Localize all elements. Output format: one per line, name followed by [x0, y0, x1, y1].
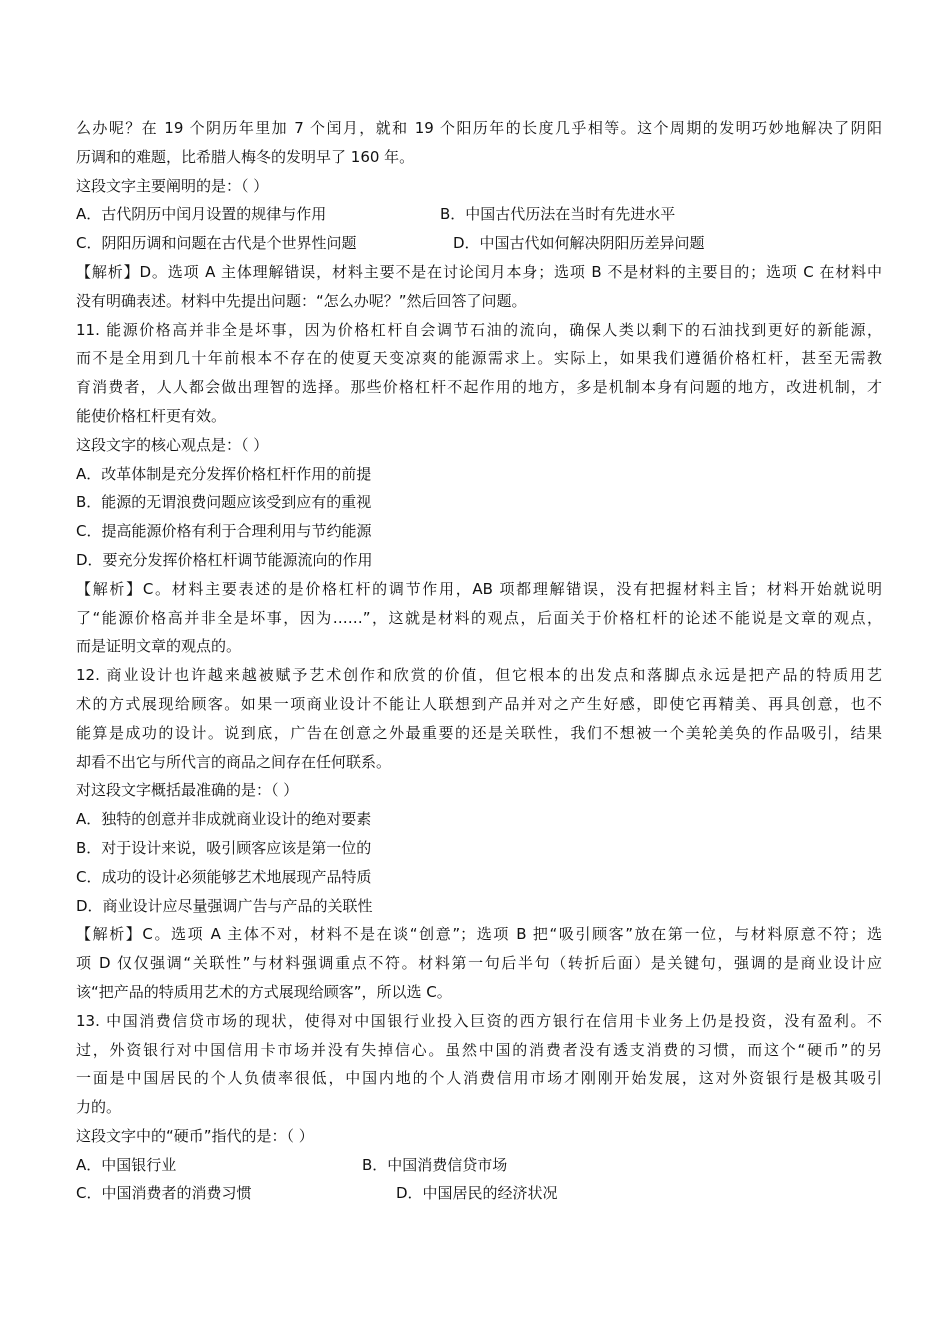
option-c: C．提高能源价格有利于合理利用与节约能源: [76, 522, 372, 541]
question-12: [76, 661, 882, 1007]
option-b: B．中国古代历法在当时有先进水平: [440, 205, 676, 224]
question-stem: 对这段文字概括最准确的是：（ ）: [76, 781, 299, 800]
material-line: 过，外资银行对中国信用卡市场并没有失掉信心。虽然中国的消费者没有透支消费的习惯，而这个“硬币”的另: [76, 1040, 882, 1059]
option-c: C．中国消费者的消费习惯: [76, 1184, 252, 1203]
option-a: A．古代阴历中闰月设置的规律与作用: [76, 205, 327, 224]
option-a: A．改革体制是充分发挥价格杠杆作用的前提: [76, 464, 372, 483]
material-line: 术的方式展现给顾客。如果一项商业设计不能让人联想到产品并对之产生好感，即使它再精美、再具创意，也不: [76, 694, 882, 713]
options-row: [76, 200, 882, 229]
question-stem: 这段文字的核心观点是：（ ）: [76, 435, 269, 454]
material-line: 育消费者，人人都会做出理智的选择。那些价格杠杆不起作用的地方，多是机制本身有问题的地方，改进机制，才: [76, 378, 882, 397]
analysis-line: 了“能源价格高并非全是坏事，因为……”，这就是材料的观点，后面关于价格杠杆的论述不能说是文章的观点，: [76, 608, 882, 627]
material-line: 能算是成功的设计。说到底，广告在创意之外最重要的还是关联性，我们不想被一个美轮美奂的作品吸引，结果: [76, 723, 882, 742]
option-b: B．中国消费信贷市场: [362, 1155, 508, 1174]
question-11: [76, 316, 882, 662]
material-line: 13. 中国消费信贷市场的现状，使得对中国银行业投入巨资的西方银行在信用卡业务上仍是投资，没有盈利。不: [76, 1011, 882, 1030]
options-row: [76, 229, 882, 258]
option-d: D．中国居民的经济状况: [396, 1184, 558, 1203]
question-stem: 这段文字中的“硬币”指代的是：（ ）: [76, 1126, 314, 1145]
question-stem: 这段文字主要阐明的是：（ ）: [76, 176, 269, 195]
option-c: C．成功的设计必须能够艺术地展现产品特质: [76, 867, 372, 886]
analysis-line: 【解析】C。材料主要表述的是价格杠杆的调节作用，AB 项都理解错误，没有把握材料主旨；材料开始就说明: [76, 579, 882, 598]
option-a: A．独特的创意并非成就商业设计的绝对要素: [76, 810, 372, 829]
material-line: 却看不出它与所代言的商品之间存在任何联系。: [76, 752, 392, 771]
question-10: [76, 114, 882, 316]
document-page: [76, 114, 882, 1208]
options-row: [76, 1179, 882, 1208]
analysis-line: 没有明确表述。材料中先提出问题：“怎么办呢？”然后回答了问题。: [76, 291, 527, 310]
options-row: [76, 1151, 882, 1180]
analysis-line: 【解析】D。选项 A 主体理解错误，材料主要不是在讨论闰月本身；选项 B 不是材料的主要目的；选项 C 在材料中: [76, 262, 882, 281]
analysis-line: 该“把产品的特质用艺术的方式展现给顾客”，所以选 C。: [76, 982, 452, 1001]
analysis-line: 而是证明文章的观点的。: [76, 637, 242, 656]
option-a: A．中国银行业: [76, 1155, 177, 1174]
option-c: C．阴阳历调和问题在古代是个世界性问题: [76, 234, 357, 253]
material-line: 12. 商业设计也许越来越被赋予艺术创作和欣赏的价值，但它根本的出发点和落脚点永远是把产品的特质用艺: [76, 666, 882, 685]
material-line: 11. 能源价格高并非全是坏事，因为价格杠杆自会调节石油的流向，确保人类以剩下的石油找到更好的新能源，: [76, 320, 882, 339]
option-b: B．能源的无谓浪费问题应该受到应有的重视: [76, 493, 372, 512]
material-line: 力的。: [76, 1098, 122, 1117]
question-13: [76, 1007, 882, 1209]
material-line: 而不是全用到几十年前根本不存在的使夏天变凉爽的能源需求上。实际上，如果我们遵循价格杠杆，甚至无需教: [76, 349, 882, 368]
analysis-line: 【解析】C。选项 A 主体不对，材料不是在谈“创意”；选项 B 把“吸引顾客”放在第一位，与材料原意不符；选: [76, 925, 882, 944]
option-b: B．对于设计来说，吸引顾客应该是第一位的: [76, 838, 372, 857]
option-d: D．商业设计应尽量强调广告与产品的关联性: [76, 896, 373, 915]
option-d: D．中国古代如何解决阴阳历差异问题: [453, 234, 705, 253]
material-line: 能使价格杠杆更有效。: [76, 406, 227, 425]
material-line: 历调和的难题，比希腊人梅冬的发明早了 160 年。: [76, 147, 415, 166]
material-line: 一面是中国居民的个人负债率很低，中国内地的个人消费信用市场才刚刚开始发展，这对外资银行是极其吸引: [76, 1069, 882, 1088]
option-d: D．要充分发挥价格杠杆调节能源流向的作用: [76, 550, 373, 569]
analysis-line: 项 D 仅仅强调“关联性”与材料强调重点不符。材料第一句后半句（转折后面）是关键句，强调的是商业设计应: [76, 954, 882, 973]
material-line: 么办呢？在 19 个阴历年里加 7 个闰月，就和 19 个阳历年的长度几乎相等。这个周期的发明巧妙地解决了阴阳: [76, 119, 882, 137]
